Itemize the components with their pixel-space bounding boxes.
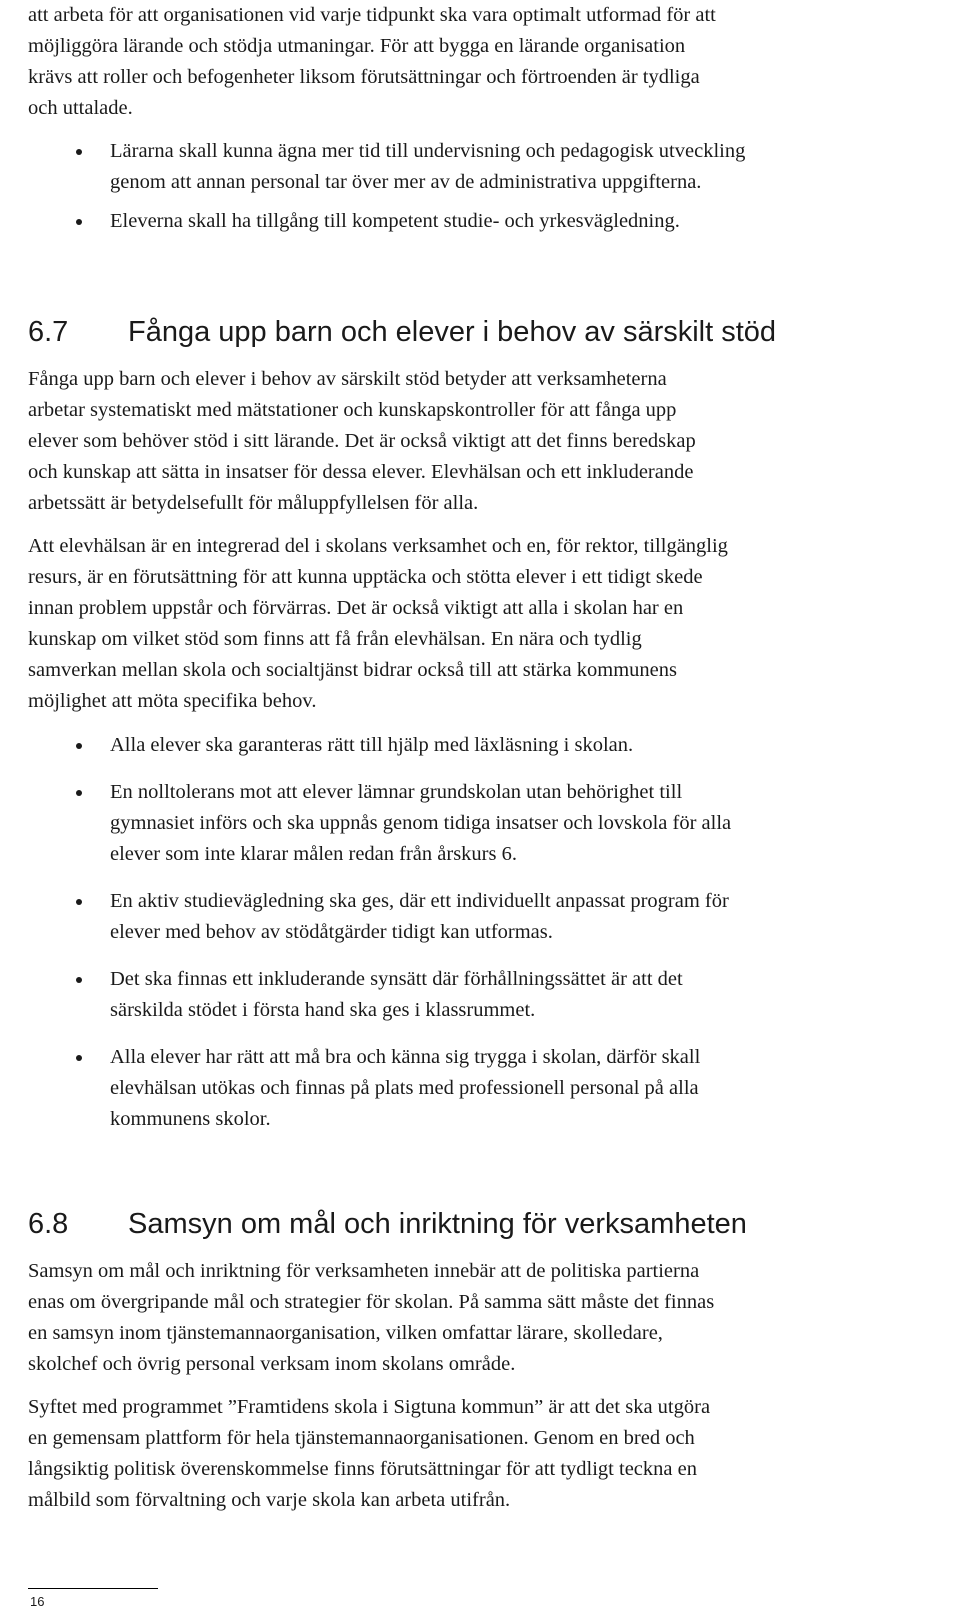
text-line: Eleverna skall ha tillgång till kompetent studie- och yrkesvägledning.	[110, 210, 680, 232]
bullet-icon	[76, 743, 82, 749]
footer-divider	[28, 1588, 158, 1589]
text-line: samverkan mellan skola och socialtjänst bidrar också till att stärka kommunens	[28, 659, 677, 681]
text-line: särskilda stödet i första hand ska ges i klassrummet.	[110, 999, 536, 1021]
bullet-icon	[76, 219, 82, 225]
list-item	[28, 886, 928, 948]
text-line: målbild som förvaltning och varje skola kan arbeta utifrån.	[28, 1489, 511, 1511]
list-item	[28, 777, 928, 870]
bullet-list-6-7	[28, 730, 928, 1135]
intro-paragraph	[28, 0, 908, 124]
text-line: och kunskap att sätta in insatser för dessa elever. Elevhälsan och ett inkluderande	[28, 461, 694, 483]
text-line: arbetar systematiskt med mätstationer och kunskapskontroller för att fånga upp	[28, 399, 677, 421]
bullet-list-top	[28, 136, 928, 237]
text-line: elever med behov av stödåtgärder tidigt kan utformas.	[110, 921, 553, 943]
text-line: kommunens skolor.	[110, 1108, 271, 1130]
text-line: En aktiv studievägledning ska ges, där ett individuellt anpassat program för	[110, 890, 729, 912]
text-line: kunskap om vilket stöd som finns att få från elevhälsan. En nära och tydlig	[28, 628, 642, 650]
list-item	[28, 206, 928, 237]
section-6-7-paragraph-1	[28, 364, 908, 519]
page-number: 16	[30, 1594, 45, 1609]
text-line: Samsyn om mål och inriktning för verksamheten innebär att de politiska partierna	[28, 1260, 700, 1282]
text-line: genom att annan personal tar över mer av de administrativa uppgifterna.	[110, 171, 702, 193]
list-item	[28, 730, 928, 761]
section-heading-6-8	[28, 1206, 747, 1242]
text-line: Att elevhälsan är en integrerad del i skolans verksamhet och en, för rektor, tillgänglig	[28, 535, 728, 557]
text-line: Lärarna skall kunna ägna mer tid till undervisning och pedagogisk utveckling	[110, 140, 746, 162]
section-6-7-paragraph-2	[28, 531, 908, 717]
text-line: enas om övergripande mål och strategier för skolan. På samma sätt måste det finnas	[28, 1291, 715, 1313]
text-line: långsiktig politisk överenskommelse finns förutsättningar för att tydligt teckna en	[28, 1458, 697, 1480]
text-line: en gemensam plattform för hela tjänstemannaorganisationen. Genom en bred och	[28, 1427, 695, 1449]
section-title: Samsyn om mål och inriktning för verksamheten	[128, 1208, 747, 1240]
section-number: 6.7	[28, 316, 69, 348]
text-line: innan problem uppstår och förvärras. Det är också viktigt att alla i skolan har en	[28, 597, 684, 619]
text-line: elever som behöver stöd i sitt lärande. Det är också viktigt att det finns beredskap	[28, 430, 696, 452]
text-line: möjliggöra lärande och stödja utmaningar. För att bygga en lärande organisation	[28, 35, 686, 57]
bullet-icon	[76, 790, 82, 796]
text-line: skolchef och övrig personal verksam inom skolans område.	[28, 1353, 516, 1375]
text-line: resurs, är en förutsättning för att kunna upptäcka och stötta elever i ett tidigt skede	[28, 566, 703, 588]
text-line: Det ska finnas ett inkluderande synsätt där förhållningssättet är att det	[110, 968, 683, 990]
text-line: elevhälsan utökas och finnas på plats med professionell personal på alla	[110, 1077, 699, 1099]
section-6-8-paragraph-2	[28, 1392, 908, 1516]
text-line: att arbeta för att organisationen vid varje tidpunkt ska vara optimalt utformad för att	[28, 4, 716, 26]
text-line: gymnasiet införs och ska uppnås genom tidiga insatser och lovskola för alla	[110, 812, 732, 834]
section-title: Fånga upp barn och elever i behov av särskilt stöd	[128, 316, 777, 348]
section-heading-6-7	[28, 314, 776, 350]
section-number: 6.8	[28, 1208, 69, 1240]
bullet-icon	[76, 1055, 82, 1061]
text-line: en samsyn inom tjänstemannaorganisation, vilken omfattar lärare, skolledare,	[28, 1322, 663, 1344]
list-item	[28, 1042, 928, 1135]
section-6-8-paragraph-1	[28, 1256, 908, 1380]
text-line: Fånga upp barn och elever i behov av särskilt stöd betyder att verksamheterna	[28, 368, 667, 390]
text-line: Alla elever har rätt att må bra och känna sig trygga i skolan, därför skall	[110, 1046, 701, 1068]
list-item	[28, 136, 928, 198]
text-line: krävs att roller och befogenheter liksom förutsättningar och förtroenden är tydliga	[28, 66, 700, 88]
bullet-icon	[76, 977, 82, 983]
text-line: En nolltolerans mot att elever lämnar grundskolan utan behörighet till	[110, 781, 683, 803]
bullet-icon	[76, 149, 82, 155]
text-line: möjlighet att möta specifika behov.	[28, 690, 317, 712]
text-line: arbetssätt är betydelsefullt för måluppfyllelsen för alla.	[28, 492, 479, 514]
text-line: Alla elever ska garanteras rätt till hjälp med läxläsning i skolan.	[110, 734, 634, 756]
text-line: elever som inte klarar målen redan från årskurs 6.	[110, 843, 517, 865]
text-line: Syftet med programmet ”Framtidens skola i Sigtuna kommun” är att det ska utgöra	[28, 1396, 711, 1418]
bullet-icon	[76, 899, 82, 905]
list-item	[28, 964, 928, 1026]
text-line: och uttalade.	[28, 97, 133, 119]
